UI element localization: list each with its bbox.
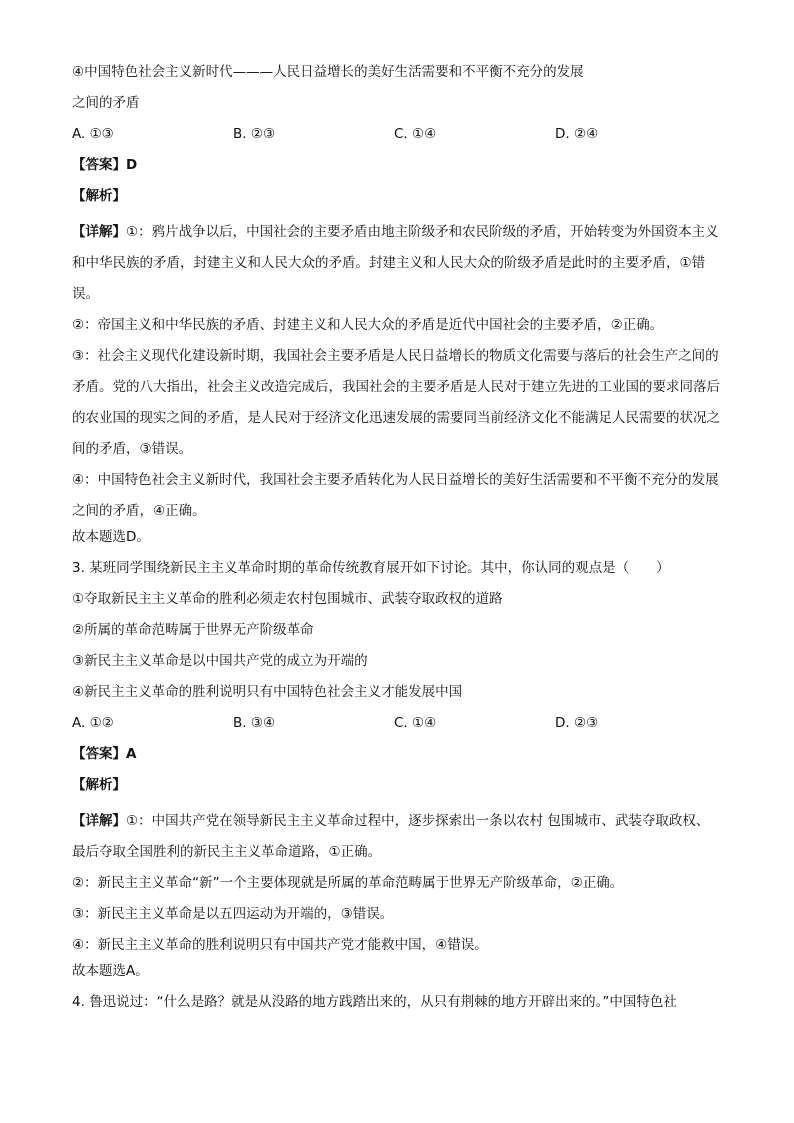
q3-conclusion: 故本题选A。 [72, 963, 149, 979]
document-page [72, 62, 722, 1023]
q2-item4-line2: 之间的矛盾 [72, 95, 140, 111]
q3-option-b: B. ③④ [233, 715, 276, 731]
q2-conclusion: 故本题选D。 [72, 529, 150, 545]
q2-detail-4: ④：中国特色社会主义新时代，我国社会主要矛盾转化为人民日益增长的美好生活需要和不平衡不充分的发展之间的矛盾，④正确。 [72, 472, 719, 519]
q2-item4-line1: ④中国特色社会主义新时代———人民日益增长的美好生活需要和不平衡不充分的发展 [72, 64, 584, 80]
q3-detail-1 [72, 806, 722, 868]
q2-detail-2: ②：帝国主义和中华民族的矛盾、封建主义和人民大众的矛盾是近代中国社会的主要矛盾，②正确。 [72, 317, 664, 333]
q3-answer: 【答案】A [72, 746, 137, 762]
q2-detail-3: ③：社会主义现代化建设新时期，我国社会主要矛盾是人民日益增长的物质文化需要与落后的社会生产之间的矛盾。党的八大指出，社会主义改造完成后，我国社会的主要矛盾是人民对于建立先进的工业国的要求同落后的农业国的现实之间的矛盾，是人民对于经济文化迅速发展的需要同当前经济文化不能满足人民需要的状况之间的矛盾，③错误。 [72, 348, 720, 457]
q2-detail-1-text: ①：鸦片战争以后，中国社会的主要矛盾由地主阶级矛和农民阶级的矛盾，开始转变为外国资本主义和中华民族的矛盾，封建主义和人民大众的矛盾。封建主义和人民大众的阶级矛盾是此时的主要矛盾，①错误。 [72, 224, 719, 302]
q4-stem: 4. 鲁迅说过：“什么是路？就是从没路的地方践踏出来的，从只有荆棘的地方开辟出来的。”中国特色社 [72, 994, 677, 1010]
q3-detail-3: ③：新民主主义革命是以五四运动为开端的，③错误。 [72, 906, 394, 922]
q2-detail-1 [72, 217, 722, 310]
q2-detail-label: 【详解】 [72, 224, 126, 240]
q3-detail-2: ②：新民主主义革命“新”一个主要体现就是所属的革命范畴属于世界无产阶级革命，②正确。 [72, 875, 624, 891]
q3-option-d: D. ②③ [555, 715, 599, 731]
q3-analysis-label: 【解析】 [72, 777, 126, 793]
q2-options [72, 124, 722, 155]
q3-option-c: C. ①④ [394, 715, 437, 731]
q2-analysis-label: 【解析】 [72, 188, 126, 204]
q2-option-a: A. ①③ [72, 126, 114, 142]
q3-item-4: ④新民主主义革命的胜利说明只有中国特色社会主义才能发展中国 [72, 684, 463, 700]
q3-option-a: A. ①② [72, 715, 114, 731]
q3-detail-4: ④：新民主主义革命的胜利说明只有中国共产党才能救中国，④错误。 [72, 937, 488, 953]
q2-option-c: C. ①④ [394, 126, 437, 142]
q3-item-1: ①夺取新民主主义革命的胜利必须走农村包围城市、武装夺取政权的道路 [72, 591, 503, 607]
q3-item-2: ②所属的革命范畴属于世界无产阶级革命 [72, 622, 314, 638]
q2-option-d: D. ②④ [555, 126, 599, 142]
q2-option-b: B. ②③ [233, 126, 276, 142]
q3-options [72, 713, 722, 744]
q2-answer: 【答案】D [72, 157, 138, 173]
q3-detail-1-text: ①：中国共产党在领导新民主主义革命过程中，逐步探索出一条以农村 包围城市、武装夺取政权、最后夺取全国胜利的新民主主义革命道路，①正确。 [72, 813, 710, 860]
q3-detail-label: 【详解】 [72, 813, 126, 829]
q3-item-3: ③新民主主义革命是以中国共产党的成立为开端的 [72, 653, 368, 669]
q3-stem: 3. 某班同学围绕新民主主义革命时期的革命传统教育展开如下讨论。其中，你认同的观点是（ ） [72, 560, 670, 576]
